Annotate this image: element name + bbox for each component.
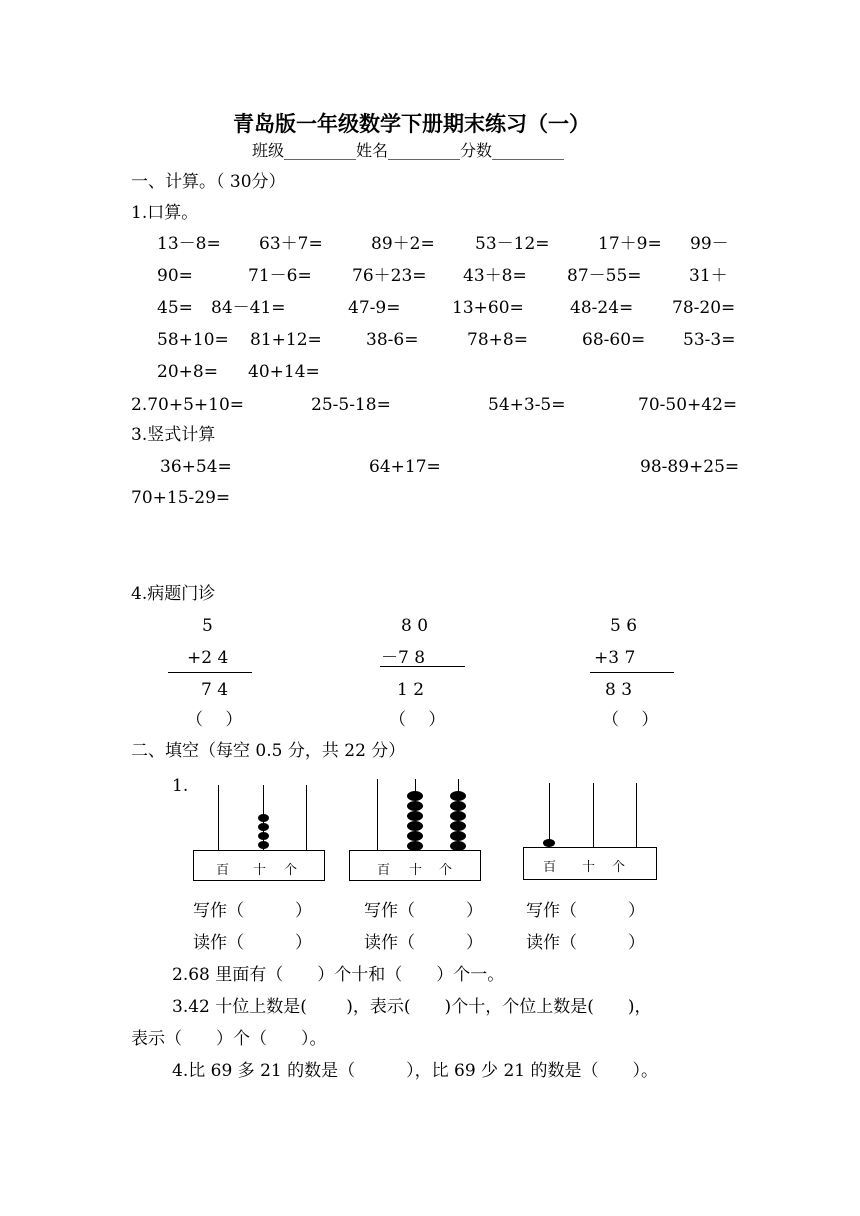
oral-item: 43＋8= <box>463 266 527 286</box>
read-as-field[interactable]: 读作（ ） <box>364 933 483 953</box>
q2-1-label: 1. <box>172 776 189 796</box>
place-label-ones: 个 <box>612 860 626 875</box>
problem-answer-paren[interactable]: （ ） <box>186 710 243 730</box>
read-as-field[interactable]: 读作（ ） <box>526 933 645 953</box>
student-info-line: 班级_________姓名_________分数_________ <box>252 141 565 160</box>
abacus-bead <box>258 814 269 822</box>
mixed-calc-item: 54+3-5= <box>488 395 566 415</box>
oral-item: 90= <box>157 266 193 286</box>
q1-label: 1.口算。 <box>131 203 199 223</box>
abacus-rod <box>549 783 550 847</box>
oral-item: 89＋2= <box>371 234 435 254</box>
abacus-bead <box>450 831 466 841</box>
q2-4-text: 4.比 69 多 21 的数是（ ），比 69 少 21 的数是（ ）。 <box>172 1061 658 1081</box>
place-label-hundreds: 百 <box>377 863 391 878</box>
problem-result: 7 4 <box>201 680 229 700</box>
q3-label: 3.竖式计算 <box>131 425 216 445</box>
problem-answer-paren[interactable]: （ ） <box>389 710 446 730</box>
oral-item: 84－41= <box>211 298 286 318</box>
abacus-rod <box>377 779 378 850</box>
section-2-heading: 二、填空（每空 0.5 分，共 22 分） <box>131 741 406 761</box>
abacus-bead <box>543 839 555 847</box>
place-label-hundreds: 百 <box>216 863 230 878</box>
vertical-calc-item: 64+17= <box>369 457 441 477</box>
abacus-bead <box>407 811 423 821</box>
oral-item: 48-24= <box>570 298 634 318</box>
abacus-bead <box>407 821 423 831</box>
abacus-rod <box>306 785 307 850</box>
oral-item: 17＋9= <box>598 234 662 254</box>
oral-item: 38-6= <box>366 330 419 350</box>
problem-rule <box>380 666 465 667</box>
abacus-bead <box>258 823 269 831</box>
problem-top-number: 5 <box>202 616 213 636</box>
problem-top-number: 5 6 <box>610 616 638 636</box>
abacus-rod <box>636 783 637 847</box>
write-as-field[interactable]: 写作（ ） <box>526 901 645 921</box>
place-label-hundreds: 百 <box>543 860 557 875</box>
oral-item: 81+12= <box>250 330 322 350</box>
place-label-tens: 十 <box>582 860 596 875</box>
oral-item: 78+8= <box>467 330 528 350</box>
page-title: 青岛版一年级数学下册期末练习（一） <box>233 111 590 136</box>
oral-item: 53-3= <box>683 330 736 350</box>
abacus-bead <box>450 801 466 811</box>
oral-item: 78-20= <box>672 298 736 318</box>
abacus-bead <box>450 791 466 801</box>
q2-3-text-line-1: 3.42 十位上数是( )，表示( )个十，个位上数是( )， <box>172 997 652 1017</box>
mixed-calc-item: 70-50+42= <box>638 395 738 415</box>
oral-item: 99－ <box>690 234 729 254</box>
abacus-3 <box>523 783 657 881</box>
problem-second-number: －7 8 <box>381 648 426 668</box>
abacus-bead <box>407 791 423 801</box>
q2-3-text-line-2: 表示（ ）个（ ）。 <box>131 1029 327 1049</box>
mixed-calc-item: 2.70+5+10= <box>131 395 245 415</box>
abacus-frame <box>523 847 657 880</box>
oral-item: 71－6= <box>248 266 312 286</box>
problem-result: 8 3 <box>605 680 633 700</box>
abacus-bead <box>258 841 269 849</box>
place-label-ones: 个 <box>439 863 453 878</box>
abacus-frame <box>193 850 325 881</box>
read-as-field[interactable]: 读作（ ） <box>193 933 312 953</box>
problem-answer-paren[interactable]: （ ） <box>602 710 659 730</box>
oral-item: 31＋ <box>689 266 728 286</box>
q4-label: 4.病题门诊 <box>131 584 216 604</box>
write-as-field[interactable]: 写作（ ） <box>364 901 483 921</box>
oral-item: 13－8= <box>157 234 221 254</box>
problem-rule <box>590 672 674 673</box>
abacus-bead <box>450 821 466 831</box>
oral-item: 13+60= <box>452 298 524 318</box>
vertical-calc-item: 70+15-29= <box>131 488 231 508</box>
vertical-calc-item: 98-89+25= <box>640 457 740 477</box>
mixed-calc-item: 25-5-18= <box>311 395 391 415</box>
abacus-bead <box>407 801 423 811</box>
abacus-rod <box>593 783 594 847</box>
problem-result: 1 2 <box>397 680 425 700</box>
oral-item: 68-60= <box>582 330 646 350</box>
problem-second-number: +2 4 <box>187 648 229 668</box>
section-1-heading: 一、计算。（ 30分） <box>131 172 286 192</box>
write-as-field[interactable]: 写作（ ） <box>193 901 312 921</box>
oral-item: 87－55= <box>567 266 642 286</box>
place-label-ones: 个 <box>284 863 298 878</box>
abacus-frame <box>349 850 481 881</box>
oral-item: 76＋23= <box>352 266 427 286</box>
place-label-tens: 十 <box>253 863 267 878</box>
oral-item: 58+10= <box>157 330 229 350</box>
abacus-bead <box>450 811 466 821</box>
oral-item: 45= <box>157 298 193 318</box>
oral-item: 53－12= <box>475 234 550 254</box>
abacus-bead <box>258 832 269 840</box>
problem-rule <box>168 672 252 673</box>
problem-top-number: 8 0 <box>401 616 429 636</box>
q2-2-text: 2.68 里面有（ ）个十和（ ）个一。 <box>172 965 505 985</box>
problem-second-number: +3 7 <box>594 648 636 668</box>
oral-item: 20+8= <box>157 362 218 382</box>
abacus-1 <box>193 785 325 882</box>
oral-item: 63＋7= <box>259 234 323 254</box>
abacus-bead <box>407 831 423 841</box>
place-label-tens: 十 <box>409 863 423 878</box>
oral-item: 40+14= <box>248 362 320 382</box>
abacus-rod <box>218 785 219 850</box>
vertical-calc-item: 36+54= <box>160 457 232 477</box>
abacus-2 <box>349 779 481 882</box>
oral-item: 47-9= <box>348 298 401 318</box>
